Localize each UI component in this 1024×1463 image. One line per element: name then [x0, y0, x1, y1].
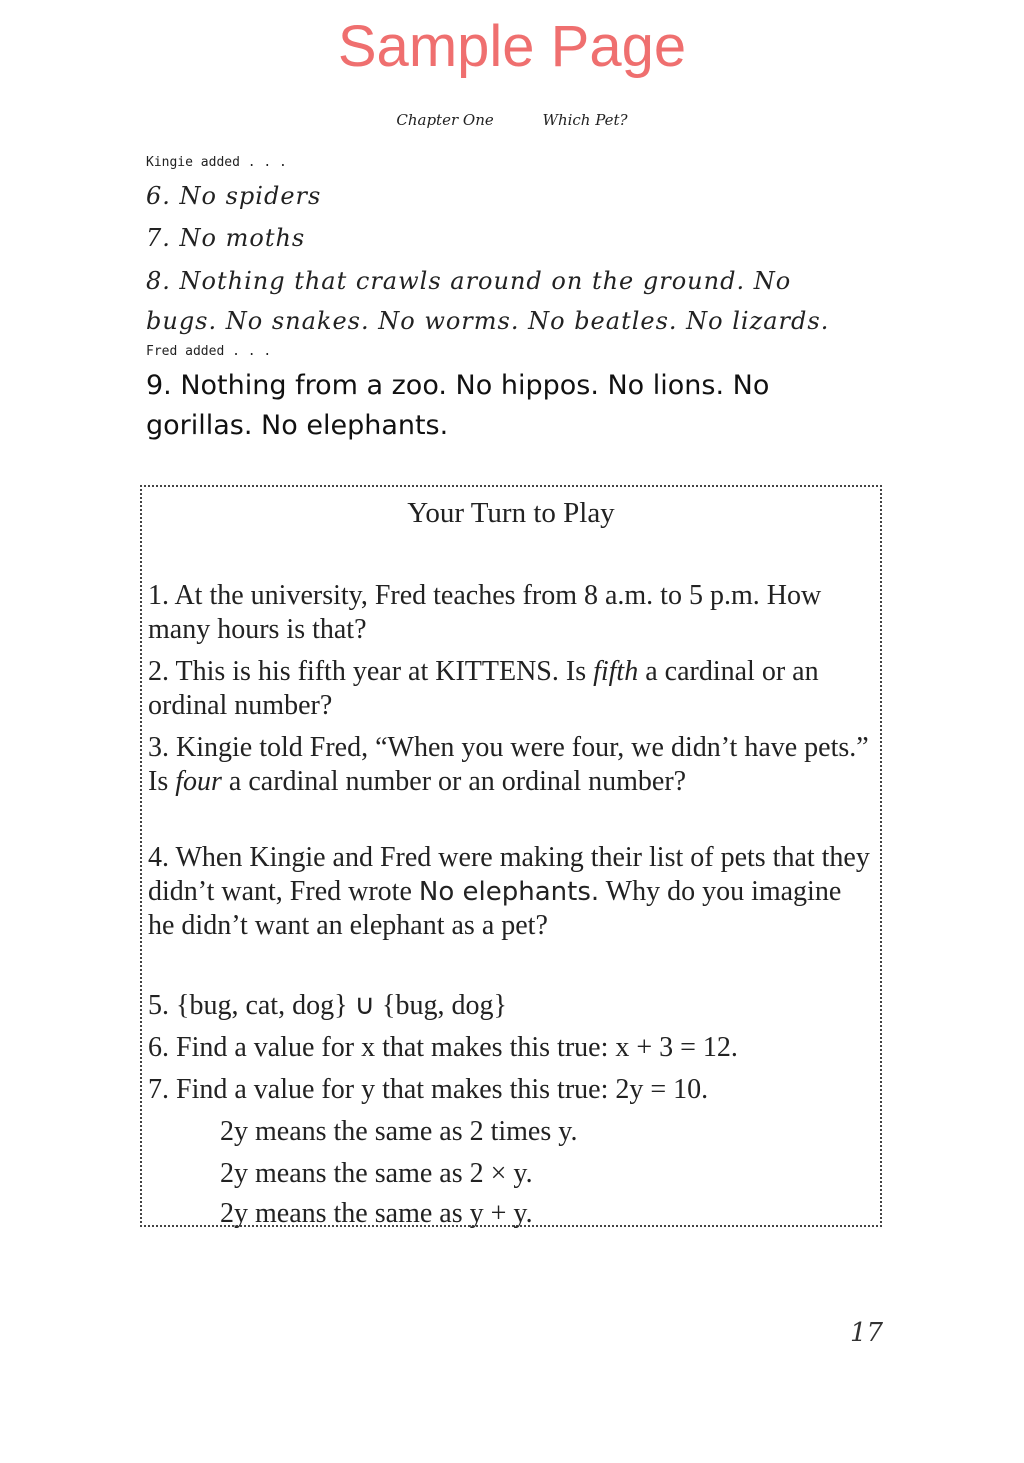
list-item: 6. No spiders — [146, 182, 322, 210]
question-4 — [148, 841, 873, 943]
list-item: 7. No moths — [146, 224, 306, 252]
question-3-text-end: a cardinal number or an ordinal number? — [221, 766, 687, 797]
page-number: 17 — [850, 1318, 884, 1348]
box-title: Your Turn to Play — [407, 497, 615, 529]
fred-added-label: Fred added . . . — [146, 344, 272, 359]
question-4-text-end: Why do you imagine he didn’t want an elephant as a pet? — [148, 876, 842, 941]
question-2-emphasis: fifth — [593, 656, 639, 687]
your-turn-box — [140, 485, 882, 1227]
question-2 — [148, 655, 873, 723]
question-2-text-end: a cardinal or an ordinal number? — [148, 656, 819, 721]
kingie-added-label: Kingie added . . . — [146, 155, 287, 170]
question-3-text: 3. Kingie told Fred, “When you were four, we didn’t have pets.” Is — [148, 732, 869, 797]
question-1: 1. At the university, Fred teaches from 8 a.m. to 5 p.m. How many hours is that? — [148, 580, 822, 645]
question-3 — [148, 731, 873, 799]
question-6: 6. Find a value for x that makes this true: x + 3 = 12. — [148, 1032, 738, 1063]
question-3-emphasis: four — [175, 766, 222, 797]
running-head — [0, 111, 1024, 129]
question-4-text: 4. When Kingie and Fred were making their list of pets that they didn’t want, Fred wrote — [148, 842, 870, 907]
question-2-text: 2. This is his fifth year at KITTENS. Is — [148, 656, 594, 687]
fred-list-item: 9. Nothing from a zoo. No hippos. No lions. No gorillas. No elephants. — [146, 370, 770, 441]
question-7-hint-1: 2y means the same as 2 times y. — [220, 1116, 578, 1147]
chapter-label: Chapter One — [396, 111, 494, 129]
list-item: 8. Nothing that crawls around on the ground. No bugs. No snakes. No worms. No beatles. No lizards. — [146, 267, 830, 335]
question-5: 5. {bug, cat, dog} ∪ {bug, dog} — [148, 990, 507, 1021]
question-4-marker-text: No elephants. — [418, 877, 600, 907]
question-7-hint-3: 2y means the same as y + y. — [220, 1198, 533, 1229]
question-7-hint-2: 2y means the same as 2 × y. — [220, 1158, 533, 1189]
chapter-title: Which Pet? — [542, 111, 628, 129]
sample-page-banner: Sample Page — [337, 14, 687, 79]
question-7: 7. Find a value for y that makes this true: 2y = 10. — [148, 1074, 709, 1105]
